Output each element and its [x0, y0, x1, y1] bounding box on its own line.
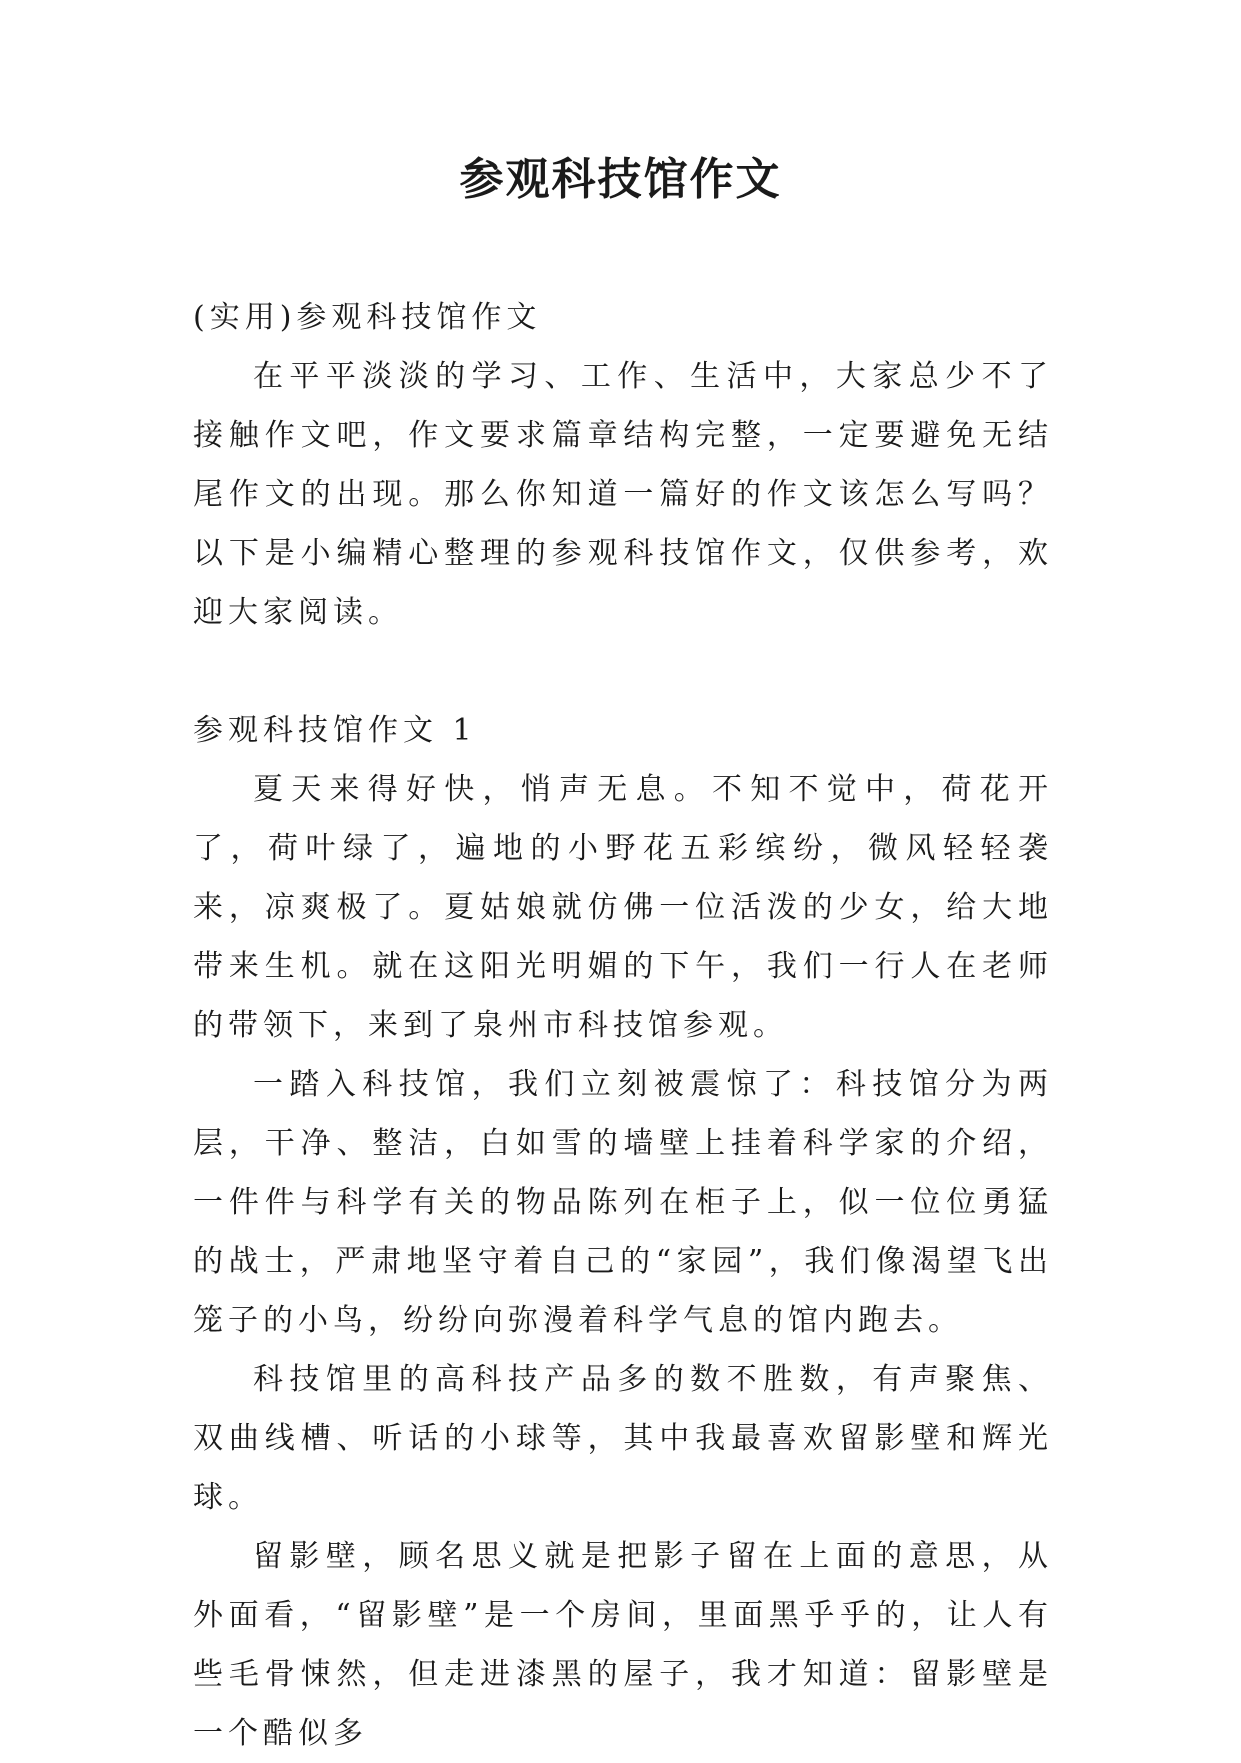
subtitle-line: (实用)参观科技馆作文 — [193, 300, 542, 335]
paragraph: 留影壁，顾名思义就是把影子留在上面的意思，从外面看，“留影壁”是一个房间，里面黑乎乎的，让人有些毛骨悚然，但走进漆黑的屋子，我才知道：留影壁是一个酷似多 — [193, 1539, 1053, 1751]
document-body — [193, 288, 1053, 1763]
paragraph: 夏天来得好快，悄声无息。不知不觉中，荷花开了，荷叶绿了，遍地的小野花五彩缤纷，微风轻轻袭来，凉爽极了。夏姑娘就仿佛一位活泼的少女，给大地带来生机。就在这阳光明媚的下午，我们一行人在老师的带领下，来到了泉州市科技馆参观。 — [193, 772, 1053, 1043]
paragraph: 一踏入科技馆，我们立刻被震惊了：科技馆分为两层，干净、整洁，白如雪的墙壁上挂着科学家的介绍，一件件与科学有关的物品陈列在柜子上，似一位位勇猛的战士，严肃地坚守着自己的“家园”，我们像渴望飞出笼子的小鸟，纷纷向弥漫着科学气息的馆内跑去。 — [193, 1067, 1053, 1338]
paragraph: 科技馆里的高科技产品多的数不胜数，有声聚焦、双曲线槽、听话的小球等，其中我最喜欢留影壁和辉光球。 — [193, 1362, 1053, 1515]
paragraph-spacer — [193, 642, 1053, 701]
intro-paragraph: 在平平淡淡的学习、工作、生活中，大家总少不了接触作文吧，作文要求篇章结构完整，一定要避免无结尾作文的出现。那么你知道一篇好的作文该怎么写吗？以下是小编精心整理的参观科技馆作文，仅供参考，欢迎大家阅读。 — [193, 359, 1053, 630]
document-title: 参观科技馆作文 — [459, 154, 782, 205]
section-heading: 参观科技馆作文 1 — [193, 713, 477, 748]
